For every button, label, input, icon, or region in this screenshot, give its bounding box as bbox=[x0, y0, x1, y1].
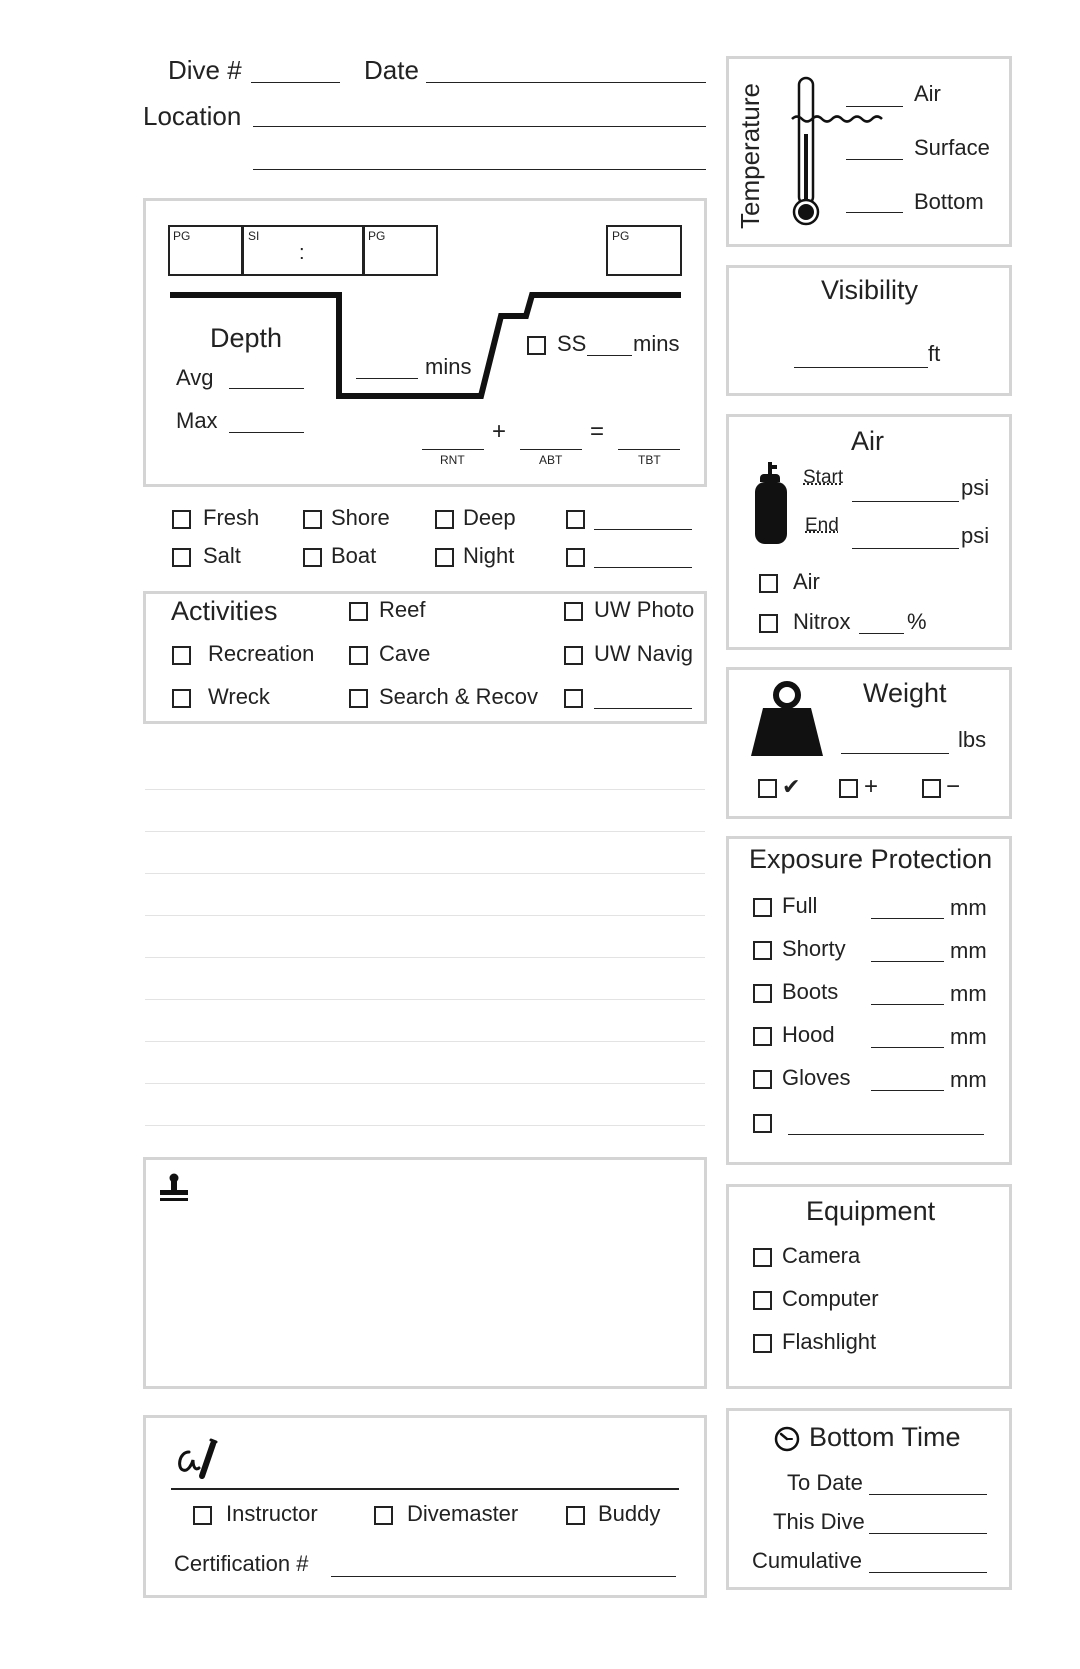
pg-label-2: PG bbox=[368, 229, 386, 243]
exposure-hood-field[interactable] bbox=[871, 1047, 944, 1048]
clock-icon bbox=[773, 1425, 801, 1453]
certification-field[interactable] bbox=[331, 1576, 676, 1577]
night-label: Night bbox=[463, 543, 515, 568]
notes-line bbox=[145, 789, 705, 790]
reef-label: Reef bbox=[379, 597, 426, 622]
custom-activity-checkbox[interactable] bbox=[564, 689, 583, 708]
air-temp-label: Air bbox=[914, 81, 941, 106]
weight-title: Weight bbox=[863, 678, 947, 708]
exposure-gloves-unit: mm bbox=[950, 1067, 987, 1092]
notes-line bbox=[145, 999, 705, 1000]
custom-activity-field[interactable] bbox=[594, 708, 692, 709]
to-date-label: To Date bbox=[787, 1470, 863, 1495]
salt-label: Salt bbox=[203, 543, 241, 568]
exposure-gloves-field[interactable] bbox=[871, 1090, 944, 1091]
exposure-custom-field[interactable] bbox=[788, 1134, 984, 1135]
exposure-hood-unit: mm bbox=[950, 1024, 987, 1049]
temperature-title: Temperature bbox=[735, 83, 765, 229]
exposure-full-label: Full bbox=[782, 893, 818, 918]
nitrox-percent-sign: % bbox=[907, 609, 927, 634]
bottom-temp-label: Bottom bbox=[914, 189, 984, 214]
exposure-hood-checkbox[interactable] bbox=[753, 1027, 772, 1046]
air-start-field[interactable] bbox=[852, 501, 959, 502]
exposure-boots-label: Boots bbox=[782, 979, 839, 1004]
notes-line bbox=[145, 957, 705, 958]
tbt-label: TBT bbox=[638, 453, 661, 467]
boat-checkbox[interactable] bbox=[303, 548, 322, 567]
uw-photo-label: UW Photo bbox=[594, 597, 695, 622]
exposure-shorty-field[interactable] bbox=[871, 961, 944, 962]
si-colon: : bbox=[299, 242, 305, 264]
exposure-full-unit: mm bbox=[950, 895, 987, 920]
exposure-gloves-label: Gloves bbox=[782, 1065, 851, 1090]
weight-less-checkbox[interactable] bbox=[922, 779, 941, 798]
uw-navig-checkbox[interactable] bbox=[564, 646, 583, 665]
cumulative-field[interactable] bbox=[869, 1572, 987, 1573]
depth-label: Depth bbox=[210, 323, 283, 353]
air-end-unit: psi bbox=[961, 523, 990, 548]
shore-label: Shore bbox=[331, 505, 390, 530]
rnt-label: RNT bbox=[440, 453, 465, 467]
weight-ok-checkbox[interactable] bbox=[758, 779, 777, 798]
visibility-unit: ft bbox=[928, 341, 941, 366]
air-start-unit: psi bbox=[961, 475, 990, 500]
weight-less-label: − bbox=[946, 773, 961, 800]
exposure-full-field[interactable] bbox=[871, 918, 944, 919]
deep-checkbox[interactable] bbox=[435, 510, 454, 529]
bottom-time-title: Bottom Time bbox=[809, 1422, 961, 1452]
notes-line bbox=[145, 1083, 705, 1084]
notes-line bbox=[145, 1125, 705, 1126]
visibility-field[interactable] bbox=[794, 367, 928, 368]
air-title: Air bbox=[851, 426, 884, 456]
air-temp-field[interactable] bbox=[846, 106, 903, 107]
ss-mins-label: mins bbox=[633, 331, 680, 356]
salt-checkbox[interactable] bbox=[172, 548, 191, 567]
pg-label-1: PG bbox=[173, 229, 191, 243]
exposure-custom-checkbox[interactable] bbox=[753, 1114, 772, 1133]
exposure-title: Exposure Protection bbox=[749, 844, 993, 874]
exposure-gloves-checkbox[interactable] bbox=[753, 1070, 772, 1089]
rnt-field[interactable] bbox=[422, 449, 484, 450]
location-label: Location bbox=[143, 101, 242, 131]
weight-more-label: + bbox=[864, 773, 879, 800]
bottom-mins-label: mins bbox=[425, 354, 472, 379]
boat-label: Boat bbox=[331, 543, 377, 568]
recreation-label: Recreation bbox=[208, 641, 315, 666]
divemaster-label: Divemaster bbox=[407, 1501, 519, 1526]
exposure-full-checkbox[interactable] bbox=[753, 898, 772, 917]
weight-ok-label: ✔ bbox=[782, 774, 801, 799]
equipment-title: Equipment bbox=[806, 1196, 936, 1226]
custom-condition-checkbox-2[interactable] bbox=[566, 548, 585, 567]
nitrox-percent-field[interactable] bbox=[859, 633, 904, 634]
weight-unit: lbs bbox=[958, 727, 987, 752]
abt-field[interactable] bbox=[520, 449, 582, 450]
bottom-temp-field[interactable] bbox=[846, 212, 903, 213]
equipment-camera-checkbox[interactable] bbox=[753, 1248, 772, 1267]
air-start-label: Start bbox=[803, 467, 844, 488]
si-label: SI bbox=[248, 229, 260, 243]
thermometer-icon bbox=[790, 74, 930, 234]
uw-navig-label: UW Navig bbox=[594, 641, 694, 666]
notes-line bbox=[145, 873, 705, 874]
weight-icon bbox=[747, 680, 827, 760]
to-date-field[interactable] bbox=[869, 1494, 987, 1495]
surface-temp-field[interactable] bbox=[846, 159, 903, 160]
tbt-field[interactable] bbox=[618, 449, 680, 450]
equipment-computer-label: Computer bbox=[782, 1286, 879, 1311]
buddy-checkbox[interactable] bbox=[566, 1506, 585, 1525]
max-depth-field[interactable] bbox=[229, 432, 304, 433]
fresh-checkbox[interactable] bbox=[172, 510, 191, 529]
cumulative-label: Cumulative bbox=[752, 1548, 863, 1573]
air-end-label: End bbox=[805, 515, 839, 536]
exposure-shorty-label: Shorty bbox=[782, 936, 846, 961]
deep-label: Deep bbox=[463, 505, 516, 530]
instructor-checkbox[interactable] bbox=[193, 1506, 212, 1525]
scuba-tank-icon bbox=[754, 462, 790, 548]
abt-label: ABT bbox=[539, 453, 563, 467]
stamp-icon bbox=[158, 1173, 190, 1203]
avg-label: Avg bbox=[176, 365, 214, 390]
this-dive-field[interactable] bbox=[869, 1533, 987, 1534]
search-recov-checkbox[interactable] bbox=[349, 689, 368, 708]
bottom-mins-field[interactable] bbox=[356, 378, 418, 379]
plus-sign: + bbox=[492, 418, 507, 445]
divemaster-checkbox[interactable] bbox=[374, 1506, 393, 1525]
air-end-field[interactable] bbox=[852, 548, 959, 549]
cave-label: Cave bbox=[379, 641, 431, 666]
equipment-computer-checkbox[interactable] bbox=[753, 1291, 772, 1310]
equals-sign: = bbox=[590, 418, 605, 445]
visibility-title: Visibility bbox=[821, 275, 919, 305]
uw-photo-checkbox[interactable] bbox=[564, 602, 583, 621]
recreation-checkbox[interactable] bbox=[172, 646, 191, 665]
date-label: Date bbox=[364, 55, 419, 85]
instructor-label: Instructor bbox=[226, 1501, 318, 1526]
signature-pen-icon bbox=[175, 1438, 223, 1480]
pg-label-3: PG bbox=[612, 229, 630, 243]
this-dive-label: This Dive bbox=[773, 1509, 865, 1534]
equipment-flashlight-label: Flashlight bbox=[782, 1329, 877, 1354]
dive-number-label: Dive # bbox=[168, 55, 242, 85]
wreck-checkbox[interactable] bbox=[172, 689, 191, 708]
certification-label: Certification # bbox=[174, 1551, 309, 1576]
avg-depth-field[interactable] bbox=[229, 388, 304, 389]
safety-stop-checkbox[interactable] bbox=[527, 336, 546, 355]
custom-condition-field-1[interactable] bbox=[594, 529, 692, 530]
exposure-shorty-unit: mm bbox=[950, 938, 987, 963]
equipment-camera-label: Camera bbox=[782, 1243, 861, 1268]
custom-condition-checkbox-1[interactable] bbox=[566, 510, 585, 529]
exposure-hood-label: Hood bbox=[782, 1022, 835, 1047]
exposure-boots-checkbox[interactable] bbox=[753, 984, 772, 1003]
search-recov-label: Search & Recov bbox=[379, 684, 538, 709]
notes-line bbox=[145, 831, 705, 832]
notes-line bbox=[145, 915, 705, 916]
nitrox-label: Nitrox bbox=[793, 609, 851, 634]
weight-more-checkbox[interactable] bbox=[839, 779, 858, 798]
exposure-shorty-checkbox[interactable] bbox=[753, 941, 772, 960]
wreck-label: Wreck bbox=[208, 684, 270, 709]
air-mix-checkbox[interactable] bbox=[759, 574, 778, 593]
signature-field[interactable] bbox=[171, 1488, 679, 1490]
weight-field[interactable] bbox=[841, 753, 949, 754]
equipment-flashlight-checkbox[interactable] bbox=[753, 1334, 772, 1353]
shore-checkbox[interactable] bbox=[303, 510, 322, 529]
notes-line bbox=[145, 1041, 705, 1042]
exposure-boots-field[interactable] bbox=[871, 1004, 944, 1005]
buddy-label: Buddy bbox=[598, 1501, 661, 1526]
surface-temp-label: Surface bbox=[914, 135, 990, 160]
stamp-panel[interactable] bbox=[143, 1157, 707, 1389]
exposure-boots-unit: mm bbox=[950, 981, 987, 1006]
air-mix-label: Air bbox=[793, 569, 820, 594]
night-checkbox[interactable] bbox=[435, 548, 454, 567]
ss-mins-field[interactable] bbox=[587, 355, 632, 356]
ss-label: SS bbox=[557, 331, 587, 356]
cave-checkbox[interactable] bbox=[349, 646, 368, 665]
activities-title: Activities bbox=[171, 596, 278, 626]
nitrox-checkbox[interactable] bbox=[759, 614, 778, 633]
fresh-label: Fresh bbox=[203, 505, 260, 530]
custom-condition-field-2[interactable] bbox=[594, 567, 692, 568]
reef-checkbox[interactable] bbox=[349, 602, 368, 621]
max-label: Max bbox=[176, 408, 218, 433]
